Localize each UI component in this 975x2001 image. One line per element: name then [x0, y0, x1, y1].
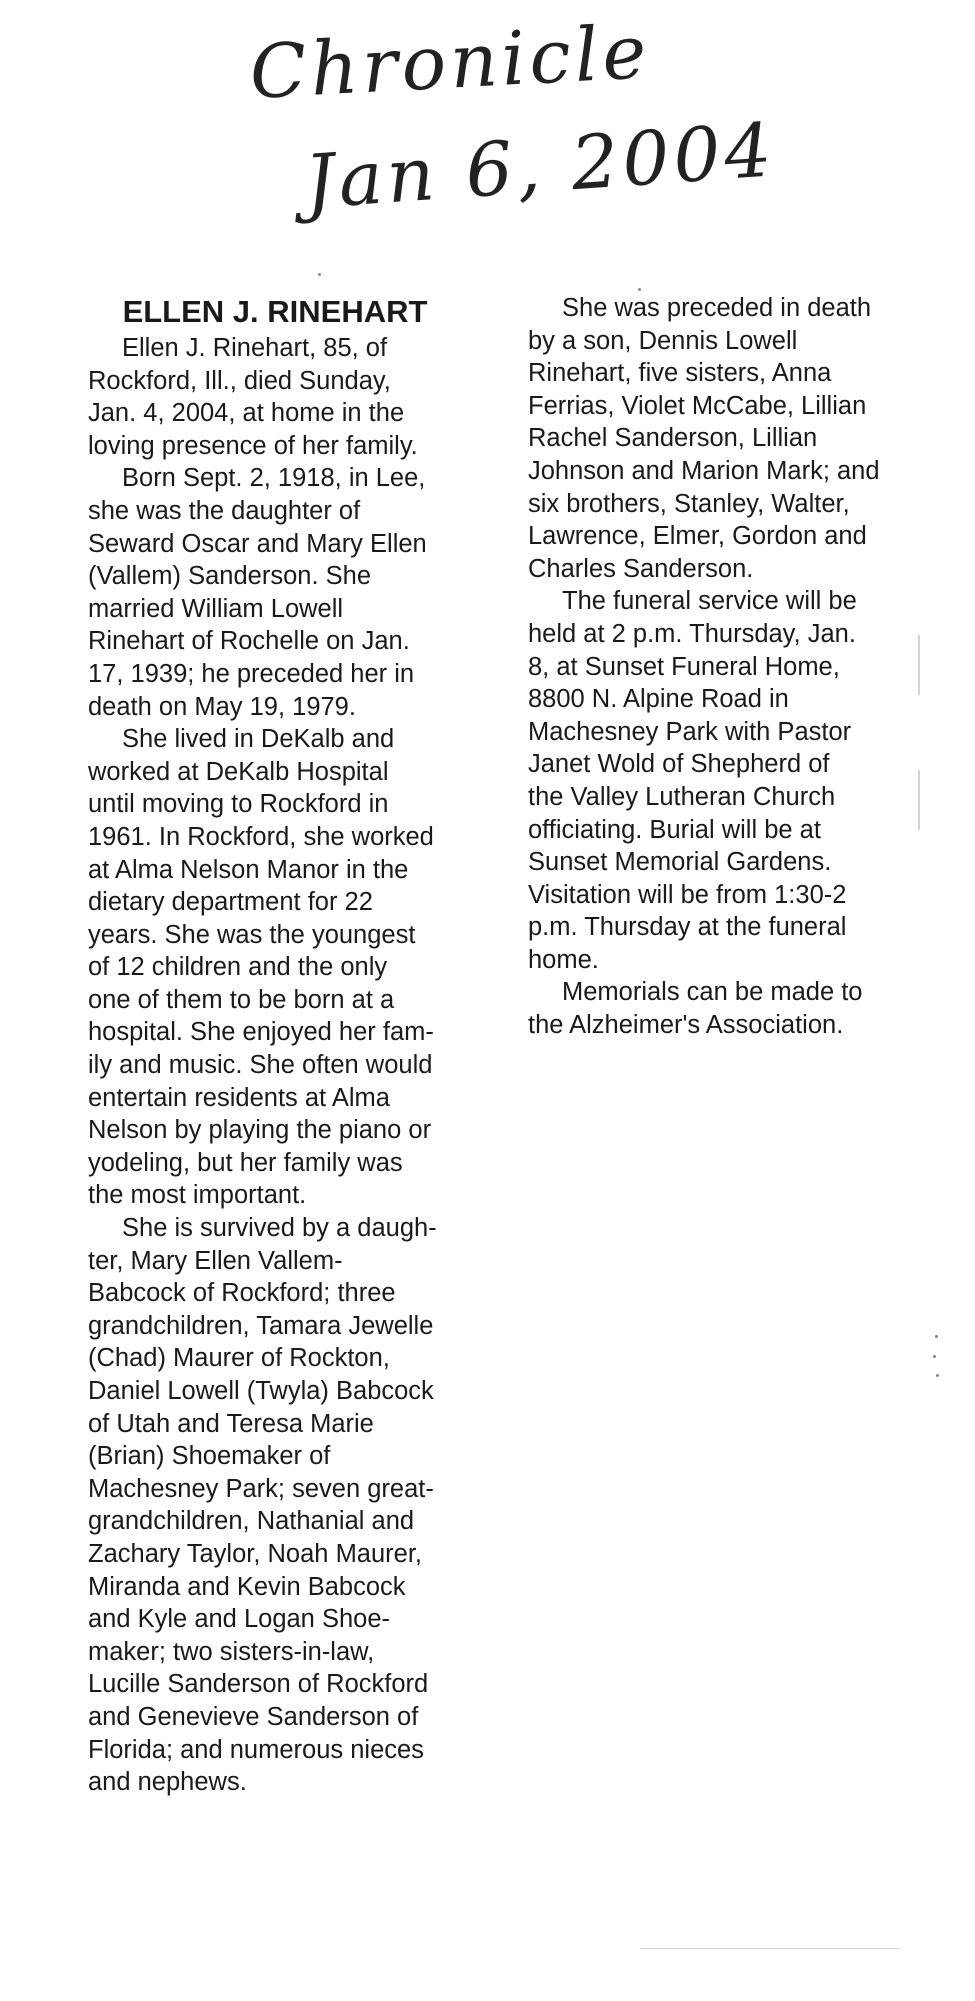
scan-speck	[936, 1374, 939, 1377]
scan-speck	[638, 288, 641, 291]
scan-speck	[933, 1355, 936, 1358]
scan-edge-line	[640, 1948, 900, 1949]
obituary-paragraph-life-work: She lived in DeKalb and worked at DeKalb Hospital until moving to Rockford in 1961. In Rockford, she worked at Alma Nelson Manor in the dietary department for 22 years. She was the youngest of 12 children and the only one of them to be born at a hospital. She enjoyed her fam- ily and music. She often would entertain residents at Alma Nelson by playing the piano or yodeling, but her family was the most important.	[88, 725, 434, 1210]
scan-speck	[318, 273, 321, 276]
obituary-headline: ELLEN J. RINEHART	[122, 294, 428, 329]
handwritten-publication-name: Chronicle	[247, 9, 653, 116]
obituary-paragraph-survivors: She is survived by a daugh- ter, Mary Ellen Vallem- Babcock of Rockford; three grandchildren, Tamara Jewelle (Chad) Maurer of Rockton, Daniel Lowell (Twyla) Babcock of Utah and Teresa Marie (Brian) Shoemaker of Machesney Park; seven great- grandchildren, Nathanial and Zachary Taylor, Noah Maurer, Miranda and Kevin Babcock and Kyle and Logan Shoe- maker; two sisters-in-law, Lucille Sanderson of Rockford and Genevieve Sanderson of Florida; and numerous nieces and nephews.	[88, 1214, 437, 1797]
obituary-paragraph-memorials: Memorials can be made to the Alzheimer's Association.	[528, 978, 863, 1040]
handwritten-date: Jan 6, 2004	[302, 107, 779, 226]
scan-edge-line	[918, 770, 920, 830]
obituary-left-column	[88, 292, 468, 1799]
obituary-paragraph-funeral-service: The funeral service will be held at 2 p.m. Thursday, Jan. 8, at Sunset Funeral Home, 8800 N. Alpine Road in Machesney Park with Pastor Janet Wold of Shepherd of the Valley Lutheran Church officiating. Burial will be at Sunset Memorial Gardens. Visitation will be from 1:30-2 p.m. Thursday at the funeral home.	[528, 587, 857, 974]
obituary-paragraph-preceded-in-death: She was preceded in death by a son, Dennis Lowell Rinehart, five sisters, Anna Ferrias, Violet McCabe, Lillian Rachel Sanderson, Lillian Johnson and Marion Mark; and six brothers, Stanley, Walter, Lawrence, Elmer, Gordon and Charles Sanderson.	[528, 294, 880, 583]
scan-edge-line	[918, 635, 920, 695]
obituary-paragraph-death-notice: Ellen J. Rinehart, 85, of Rockford, Ill., died Sunday, Jan. 4, 2004, at home in the loving presence of her family.	[88, 334, 418, 460]
scan-speck	[935, 1335, 938, 1338]
obituary-paragraph-birth-marriage: Born Sept. 2, 1918, in Lee, she was the daughter of Seward Oscar and Mary Ellen (Vallem) Sanderson. She married William Lowell Rinehart of Rochelle on Jan. 17, 1939; he preceded her in death on May 19, 1979.	[88, 464, 427, 721]
obituary-right-column	[528, 292, 928, 1042]
